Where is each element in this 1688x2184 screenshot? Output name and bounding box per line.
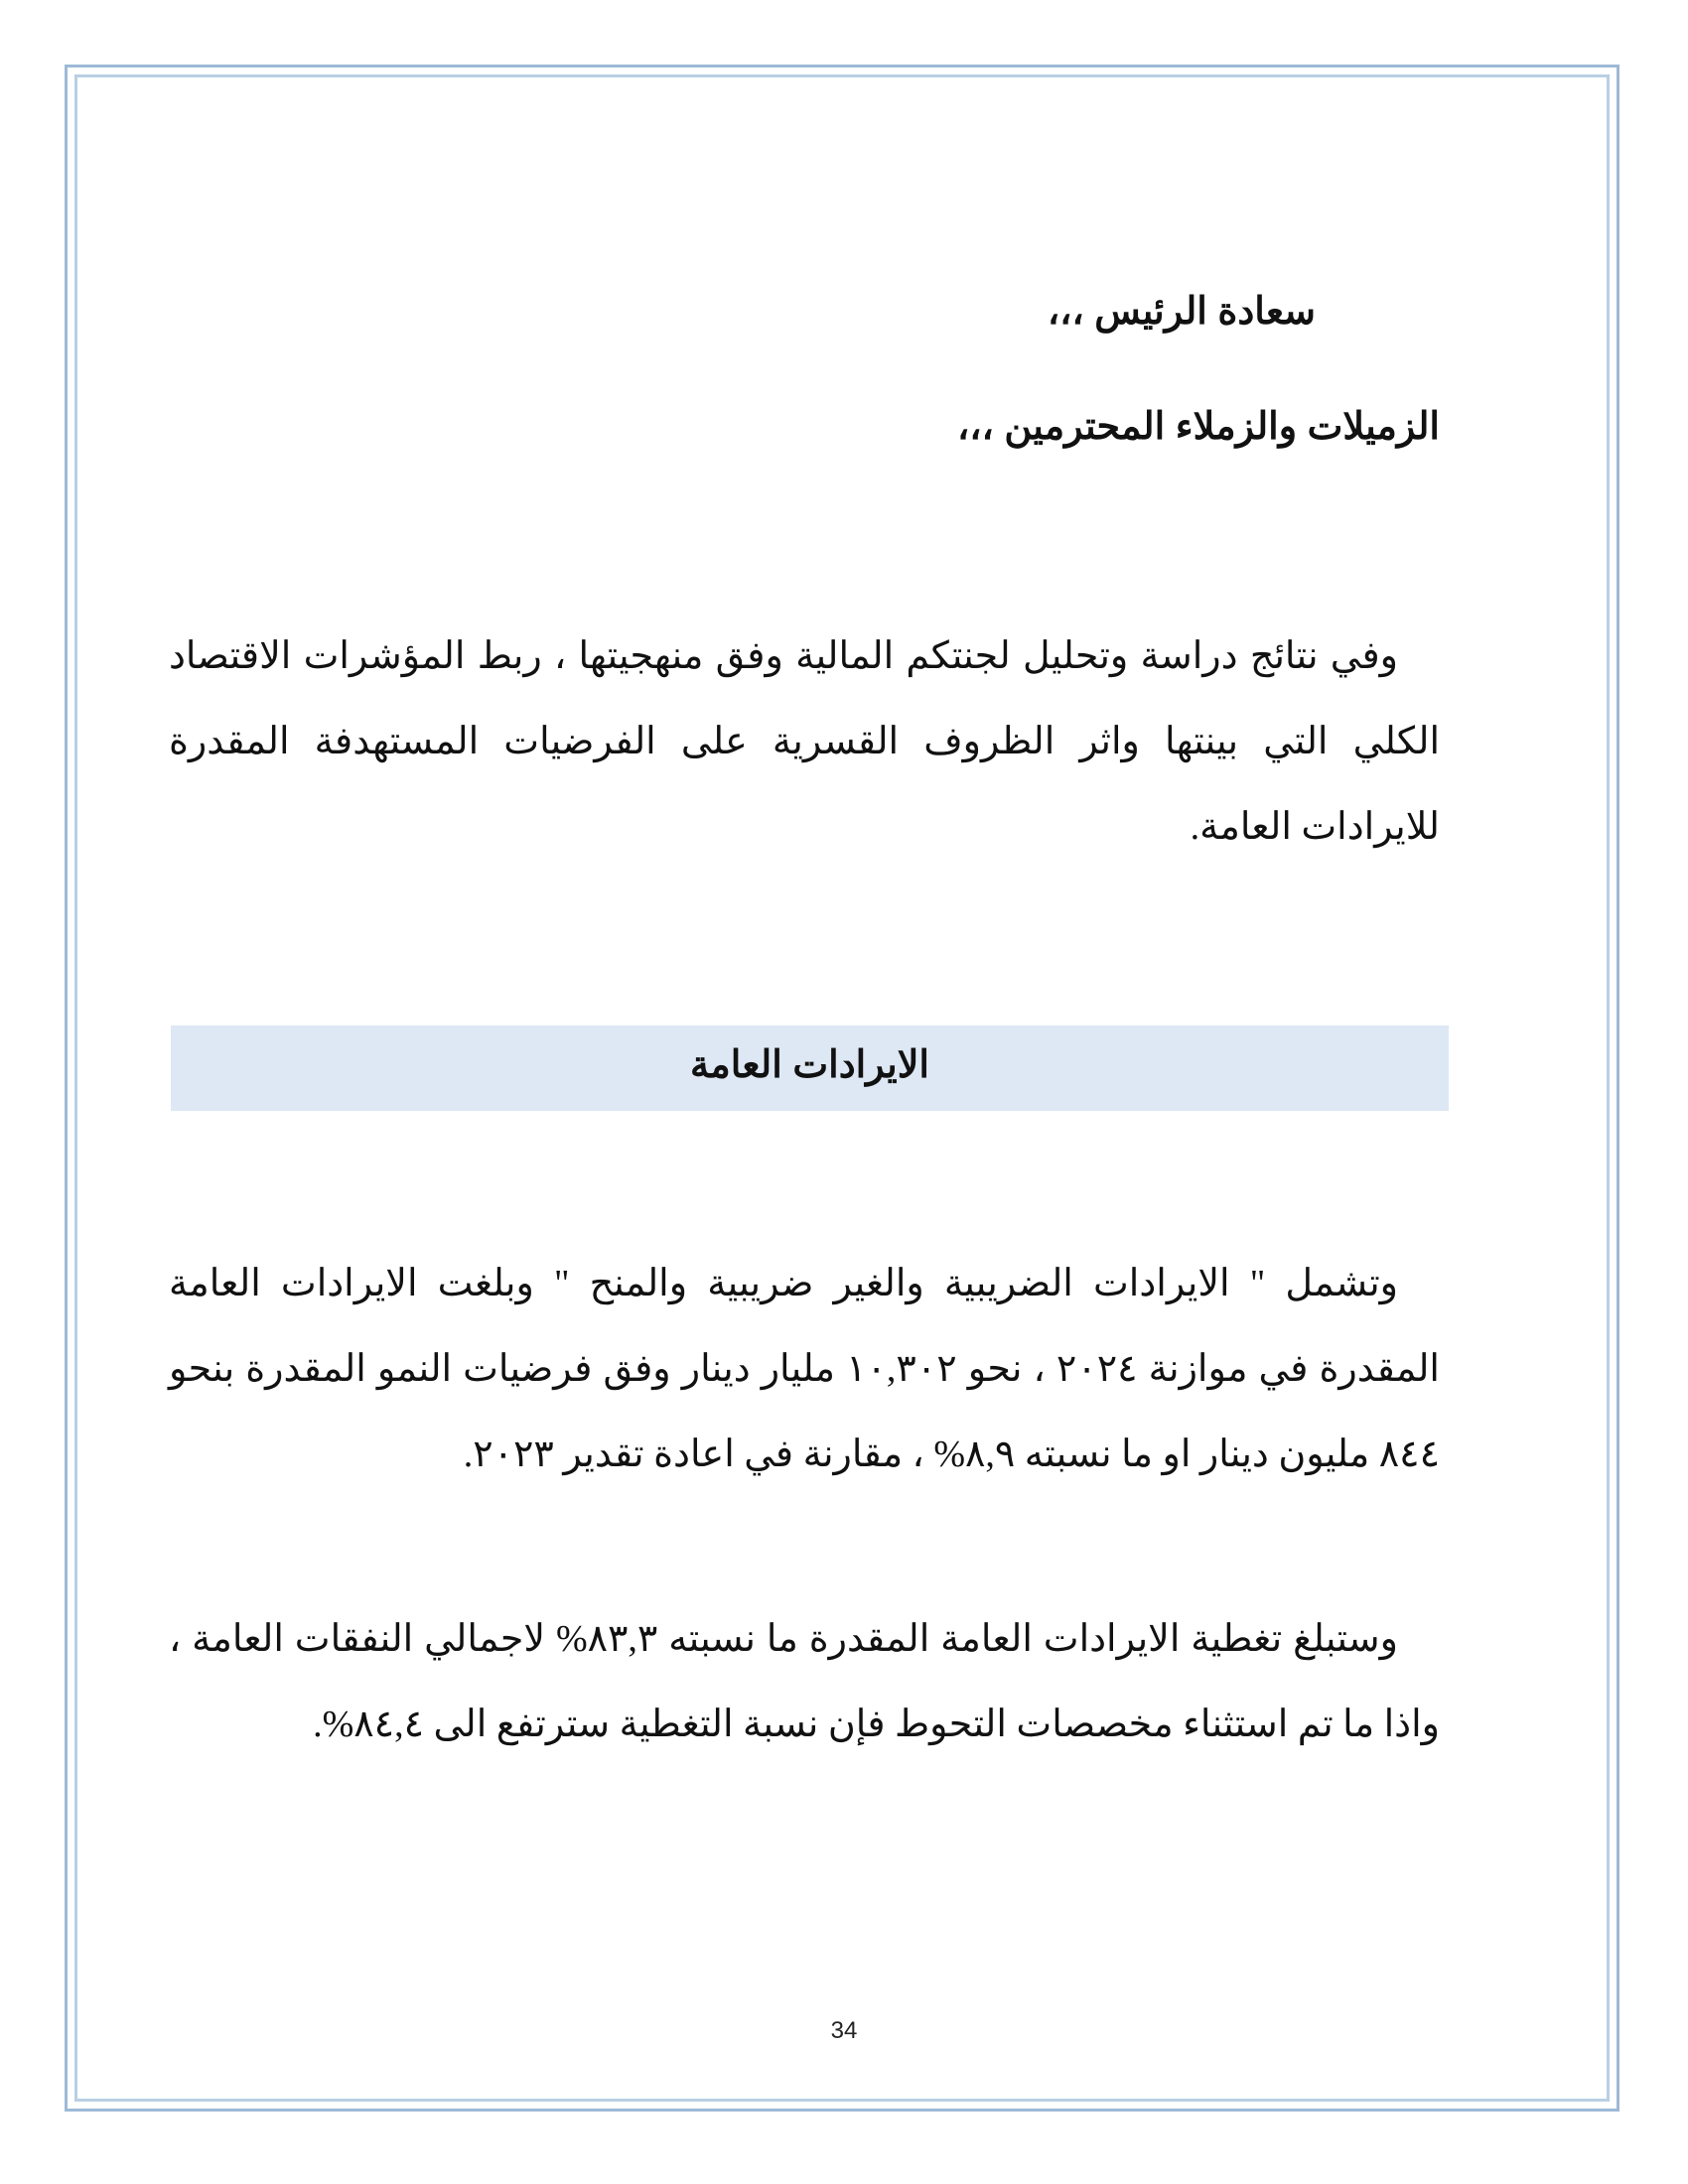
section-heading-public-revenues: الايرادات العامة xyxy=(171,1025,1449,1111)
page-number: 34 xyxy=(830,2017,858,2044)
intro-paragraph: وفي نتائج دراسة وتحليل لجنتكم المالية وفق منهجيتها ، ربط المؤشرات الاقتصاد الكلي التي بينتها واثر الظروف القسرية على الفرضيات المستهدفة المقدرة للايرادات العامة. xyxy=(169,635,1440,848)
revenue-paragraph: وتشمل " الايرادات الضريبية والغير ضريبية والمنح " وبلغت الايرادات العامة المقدرة في موازنة ٢٠٢٤ ، نحو ١٠,٣٠٢ مليار دينار وفق فرضيات النمو المقدرة بنحو ٨٤٤ مليون دينار او ما نسبته ٨,٩% ، مقارنة في اعادة تقدير ٢٠٢٣. xyxy=(169,1263,1440,1475)
greeting-line-president: سعادة الرئيس ،،، xyxy=(1047,291,1316,333)
greeting-line-colleagues: الزميلات والزملاء المحترمين ،،، xyxy=(956,406,1440,448)
coverage-paragraph: وستبلغ تغطية الايرادات العامة المقدرة ما نسبته ٨٣,٣% لاجمالي النفقات العامة ، واذا ما تم استثناء مخصصات التحوط فإن نسبة التغطية سترتفع الى ٨٤,٤%. xyxy=(169,1618,1440,1745)
